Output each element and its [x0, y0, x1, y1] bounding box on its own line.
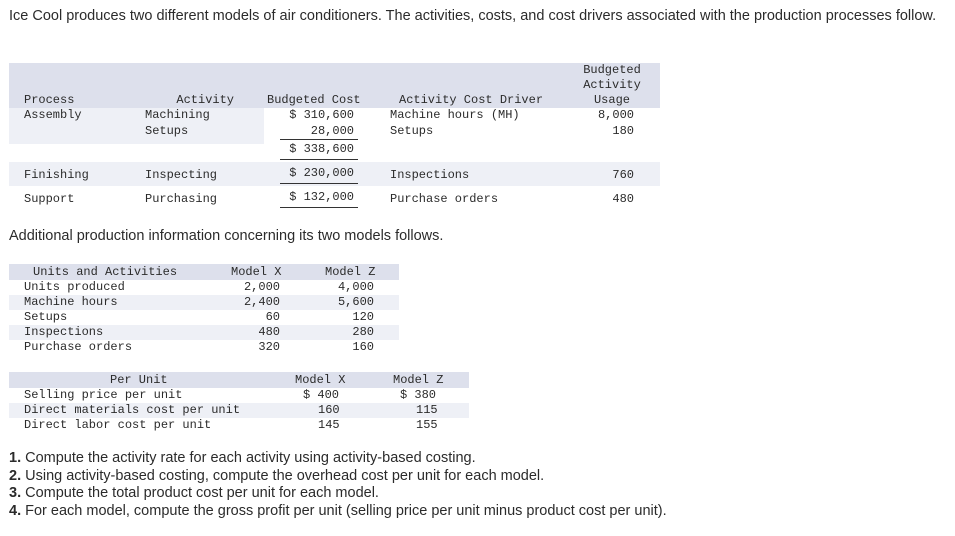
process-finishing: Finishing — [24, 168, 89, 182]
question-1 — [9, 450, 476, 468]
header-usage-line3: Usage — [593, 93, 630, 107]
question-2 — [9, 468, 544, 486]
activity-machining: Machining — [145, 108, 210, 122]
header-usage-line1: Budgeted — [583, 63, 641, 77]
question-1-number: 1. — [9, 450, 22, 466]
t2-z-machine-hours: 5,600 — [337, 295, 374, 309]
t2-header-model-z: Model Z — [325, 265, 376, 279]
usage-setups: 180 — [612, 124, 634, 138]
driver-inspections: Inspections — [390, 168, 470, 182]
t2-x-machine-hours: 2,400 — [243, 295, 280, 309]
question-2-number: 2. — [9, 467, 22, 484]
cost-setups: 28,000 — [310, 124, 354, 138]
t2-label-machine-hours: Machine hours — [24, 295, 118, 309]
question-4-text: For each model, compute the gross profit per unit (selling price per unit minus product cost per unit). — [21, 502, 667, 519]
t3-x-selling-price: $ 400 — [303, 388, 340, 402]
t2-z-inspections: 280 — [352, 325, 374, 339]
question-3-text: Compute the total product cost per unit for each model. — [21, 485, 379, 501]
t3-z-direct-materials: 115 — [416, 403, 438, 417]
question-1-text: Compute the activity rate for each activity using activity-based costing. — [21, 450, 476, 466]
process-support: Support — [24, 192, 75, 206]
intro-paragraph: Ice Cool produces two different models of air conditioners. The activities, costs, and cost drivers associated with the production processes follow. — [9, 8, 937, 24]
t2-x-purchase-orders: 320 — [258, 340, 280, 354]
t2-label-inspections: Inspections — [24, 325, 104, 339]
t2-z-purchase-orders: 160 — [352, 340, 374, 354]
t2-header-label: Units and Activities — [33, 265, 178, 279]
question-3-number: 3. — [9, 485, 22, 501]
finishing-rule — [280, 183, 358, 184]
t3-x-direct-labor: 145 — [318, 418, 340, 432]
t2-label-units-produced: Units produced — [24, 280, 125, 294]
question-4 — [9, 503, 667, 521]
t2-x-setups: 60 — [265, 310, 280, 324]
driver-purchase-orders: Purchase orders — [390, 192, 499, 206]
t3-x-direct-materials: 160 — [318, 403, 340, 417]
usage-purchase-orders: 480 — [612, 192, 634, 206]
t3-z-selling-price: $ 380 — [400, 388, 437, 402]
t3-label-direct-labor: Direct labor cost per unit — [24, 418, 212, 432]
t2-x-inspections: 480 — [258, 325, 280, 339]
support-rule — [280, 207, 358, 208]
total-rule — [280, 159, 358, 160]
t2-z-setups: 120 — [352, 310, 374, 324]
t2-header-model-x: Model X — [231, 265, 282, 279]
cost-purchasing: $ 132,000 — [289, 190, 354, 204]
t2-z-units-produced: 4,000 — [337, 280, 374, 294]
cost-inspecting: $ 230,000 — [289, 166, 354, 180]
t3-header-model-z: Model Z — [393, 373, 444, 387]
t3-header-model-x: Model X — [295, 373, 346, 387]
question-4-number: 4. — [9, 502, 22, 519]
cost-machining: $ 310,600 — [289, 108, 354, 122]
t3-label-selling-price: Selling price per unit — [24, 388, 183, 402]
question-3 — [9, 485, 379, 503]
header-usage-line2: Activity — [583, 78, 641, 92]
t3-label-direct-materials: Direct materials cost per unit — [24, 403, 241, 417]
header-activity-cost-driver: Activity Cost Driver — [399, 93, 544, 107]
subtotal-rule — [280, 139, 358, 140]
driver-setups: Setups — [390, 124, 434, 138]
activity-setups: Setups — [145, 124, 189, 138]
t2-label-purchase-orders: Purchase orders — [24, 340, 133, 354]
driver-machining: Machine hours (MH) — [390, 108, 520, 122]
header-process: Process — [24, 93, 75, 107]
activity-inspecting: Inspecting — [145, 168, 218, 182]
t2-label-setups: Setups — [24, 310, 68, 324]
process-assembly: Assembly — [24, 108, 82, 122]
usage-inspections: 760 — [612, 168, 634, 182]
t2-x-units-produced: 2,000 — [243, 280, 280, 294]
header-activity: Activity — [176, 93, 234, 107]
question-2-text: Using activity-based costing, compute the overhead cost per unit for each model. — [21, 467, 545, 484]
activity-purchasing: Purchasing — [145, 192, 218, 206]
t3-z-direct-labor: 155 — [416, 418, 438, 432]
cost-assembly-total: $ 338,600 — [289, 142, 354, 156]
additional-info-paragraph: Additional production information concerning its two models follows. — [9, 228, 444, 244]
usage-machining: 8,000 — [597, 108, 634, 122]
t3-header-label: Per Unit — [110, 373, 168, 387]
header-budgeted-cost: Budgeted Cost — [267, 93, 361, 107]
